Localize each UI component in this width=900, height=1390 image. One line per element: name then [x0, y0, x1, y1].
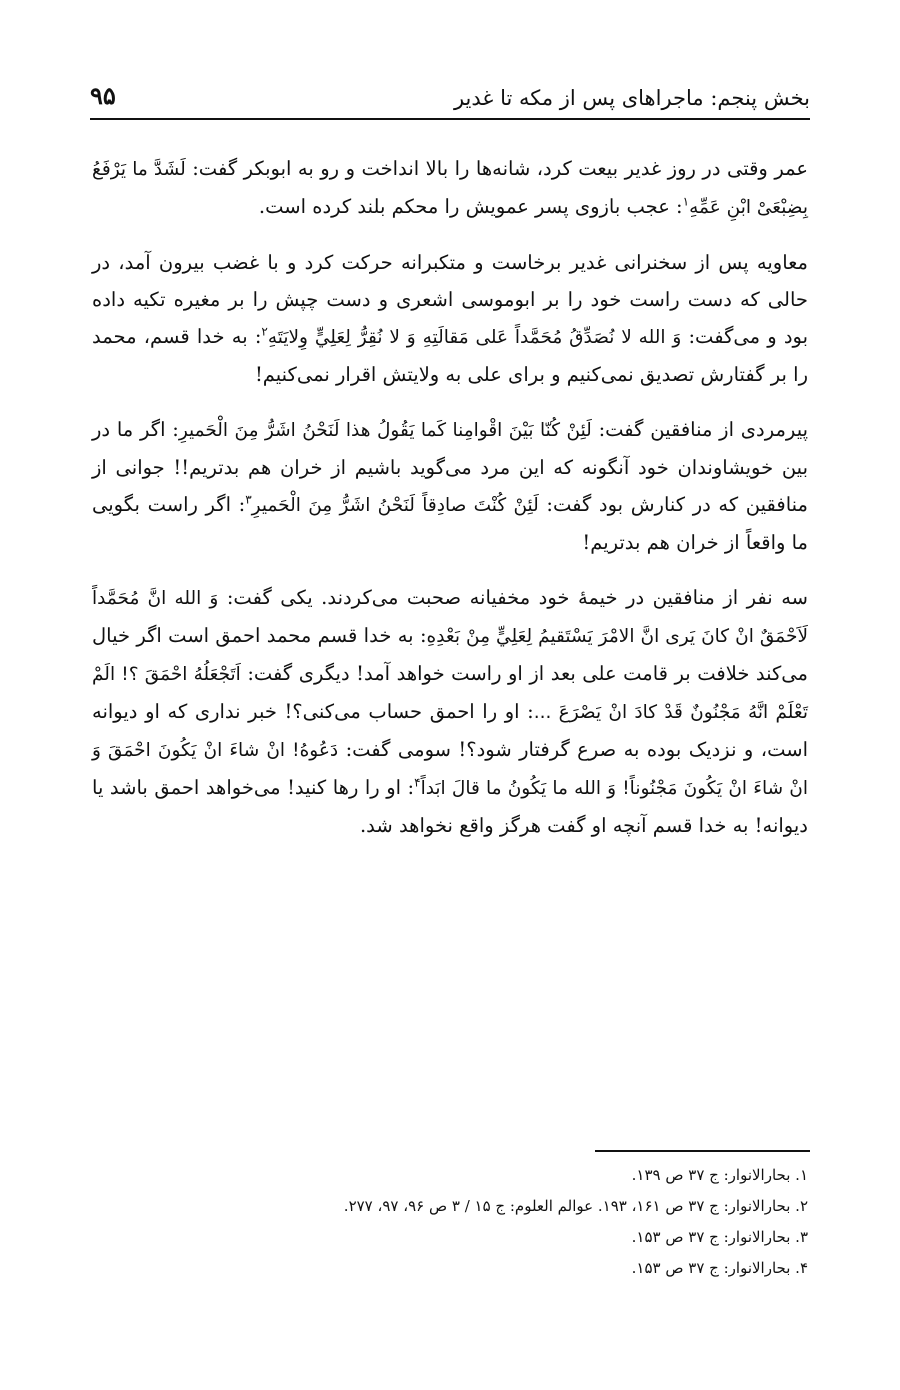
paragraph-1-quote: لَشَدَّ ما يَرْفَعُ بِضِبْعَىْ ابْنِ عَمِّهِ [92, 159, 808, 218]
header-title: بخش پنجم: ماجراهای پس از مکه تا غدیر [453, 86, 810, 110]
footnotes [92, 1160, 808, 1284]
paragraph-4-translation-2: : او را احمق حساب می‌کنی؟! خبر نداری که او دیوانه است، و نزدیک بوده به صرع گرفتار شود؟! سومی گفت: [92, 700, 808, 761]
paragraph-2 [92, 244, 808, 393]
footnote-4: ۴. بحارالانوار: ج ۳۷ ص ۱۵۳. [631, 1259, 808, 1277]
paragraph-4-translation-3: : او را رها کنید! می‌خواهد احمق باشد یا دیوانه! به خدا قسم آنچه او گفت هرگز واقع نخواهد شد. [92, 776, 808, 837]
footnote-rule [595, 1150, 810, 1152]
paragraph-3-quote-2: لَئِنْ كُنْتَ صادِقاً لَنَحْنُ اشَرُّ مِنَ الْحَميرِ [251, 495, 539, 516]
paragraph-4-intro: سه نفر از منافقین در خیمهٔ خود مخفیانه صحبت می‌کردند. یکی گفت: [226, 586, 808, 609]
paragraph-1 [92, 150, 808, 226]
paragraph-3-translation: : اگر ما در بین خویشاوندان خود آنگونه که این مرد می‌گوید باشیم از خران هم بدتریم!! جوانی از منافقین که در کنارش بود گفت: [92, 418, 808, 516]
footnote-ref-1: ۱ [682, 194, 690, 209]
paragraph-4 [92, 579, 808, 844]
body-text [92, 150, 808, 862]
paragraph-4-quote-2: اَتَجْعَلُهُ احْمَقَ ؟! الَمْ تَعْلَمْ انَّهُ مَجْنُونٌ قَدْ كادَ انْ يَصْرَعَ ... [92, 664, 808, 723]
footnote-2: ۲. بحارالانوار: ج ۳۷ ص ۱۶۱، ۱۹۳. عوالم العلوم: ج ۱۵ / ۳ ص ۹۶، ۹۷، ۲۷۷. [343, 1197, 808, 1215]
paragraph-3-quote: لَئِنْ كُنّا بَيْنَ اقْوامِنا كَما يَقُولُ هذا لَنَحْنُ اشَرُّ مِنَ الْحَميرِ [178, 420, 592, 441]
running-header [90, 70, 810, 110]
paragraph-4-translation: : به خدا قسم محمد احمق است اگر خیال می‌کند خلافت بر قامت علی بعد از او راست خواهد آمد! دیگری گفت: [92, 624, 808, 685]
paragraph-3-translation-2: : اگر راست بگویی ما واقعاً از خران هم بدتریم! [92, 493, 808, 554]
footnote-1: ۱. بحارالانوار: ج ۳۷ ص ۱۳۹. [631, 1166, 808, 1184]
paragraph-3 [92, 411, 808, 561]
footnote-ref-2: ۲ [261, 324, 268, 339]
footnote-ref-3: ۳ [245, 492, 252, 507]
paragraph-2-quote: وَ الله لا نُصَدِّقُ مُحَمَّداً عَلى مَقالَتِهِ وَ لا نُقِرُّ لِعَلِيٍّ وِلايَتَهِ [267, 327, 682, 348]
paragraph-1-intro: عمر وقتی در روز غدیر بیعت کرد، شانه‌ها را بالا انداخت و رو به ابوبکر گفت: [192, 157, 808, 180]
page-number: ۹۵ [90, 81, 116, 110]
paragraph-2-intro: معاویه پس از سخنرانی غدیر برخاست و متکبرانه حرکت کرد و با غضب بیرون آمد، در حالی که دست راست خود را بر ابوموسی اشعری و دست چپش را بر مغیره تکیه داده بود و می‌گفت: [92, 251, 808, 348]
paragraph-4-quote-3: دَعُوهُ! انْ شاءَ انْ يَكُونَ احْمَقَ وَ انْ شاءَ انْ يَكُونَ مَجْنُوناً! وَ الله ما يَكُونُ ما قالَ ابَداً [92, 740, 808, 799]
paragraph-4-quote: وَ الله انَّ مُحَمَّداً لَاَحْمَقٌ انْ كانَ يَرى انَّ الامْرَ يَسْتَقيمُ لِعَلِيٍّ مِنْ بَعْدِهِ [92, 588, 808, 647]
footnote-3: ۳. بحارالانوار: ج ۳۷ ص ۱۵۳. [631, 1228, 808, 1246]
paragraph-1-translation: : عجب بازوی پسر عمویش را محکم بلند کرده است. [258, 195, 683, 218]
paragraph-2-translation: : به خدا قسم، محمد را بر گفتارش تصدیق نمی‌کنیم و برای علی به ولایتش اقرار نمی‌کنیم! [92, 325, 808, 386]
footnote-ref-4: ۴ [414, 775, 421, 790]
header-rule [90, 118, 810, 120]
paragraph-3-intro: پیرمردی از منافقین گفت: [598, 418, 808, 441]
